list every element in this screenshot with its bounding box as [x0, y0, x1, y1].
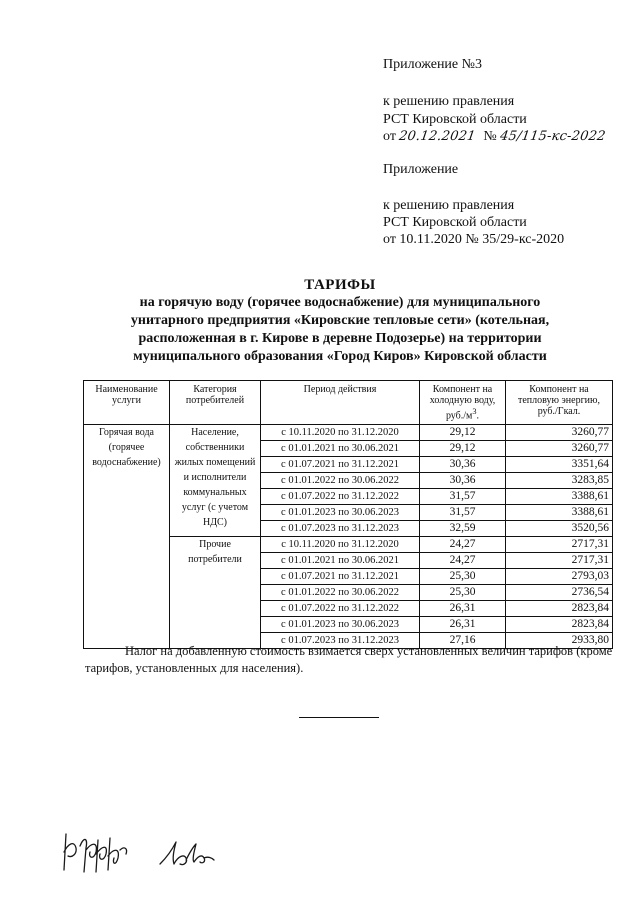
handwritten-number: 45/115-кс-2022 [499, 129, 607, 144]
category-population-cell: Население, собственники жилых помещений и исполнители коммунальных услуг (с учетом НДС) [170, 425, 261, 537]
period-cell: с 01.07.2022 по 31.12.2022 [261, 489, 420, 505]
cold-water-cell: 25,30 [420, 585, 506, 601]
heat-energy-cell: 3388,61 [506, 489, 613, 505]
heat-energy-cell: 2933,80 [506, 633, 613, 649]
period-cell: с 01.01.2023 по 30.06.2023 [261, 617, 420, 633]
table-header-row [84, 381, 613, 425]
cold-water-cell: 25,30 [420, 569, 506, 585]
signature-2 [156, 838, 218, 870]
cold-water-cell: 29,12 [420, 441, 506, 457]
header-heat-energy: Компонент на тепловую энергию, руб./Гкал. [506, 381, 613, 425]
cold-water-cell: 24,27 [420, 553, 506, 569]
title-main: ТАРИФЫ [304, 277, 376, 293]
separator-line [299, 717, 379, 718]
heat-energy-cell: 3260,77 [506, 425, 613, 441]
header-cold-water: Компонент на холодную воду, $руб./м^3$. [420, 381, 506, 425]
header-category: Категория потребителей [170, 381, 261, 425]
date-prefix: от [383, 129, 396, 144]
period-cell: с 01.01.2022 по 30.06.2022 [261, 585, 420, 601]
period-cell: с 01.01.2022 по 30.06.2022 [261, 473, 420, 489]
heat-energy-cell: 2717,31 [506, 553, 613, 569]
cold-water-cell: 30,36 [420, 457, 506, 473]
cold-water-cell: 31,57 [420, 489, 506, 505]
period-cell: с 01.01.2023 по 30.06.2023 [261, 505, 420, 521]
table-row [84, 425, 613, 441]
heat-energy-cell: 2823,84 [506, 601, 613, 617]
tariffs-table [83, 380, 613, 649]
org2-line: РСТ Кировской области [383, 215, 527, 230]
period-cell: с 01.07.2021 по 31.12.2021 [261, 457, 420, 473]
cold-water-cell: 29,12 [420, 425, 506, 441]
service-name-cell: Горячая вода (горячее водоснабжение) [84, 425, 170, 649]
period-cell: с 10.11.2020 по 31.12.2020 [261, 425, 420, 441]
document-title [80, 276, 600, 366]
heat-energy-cell: 3388,61 [506, 505, 613, 521]
heat-energy-cell: 3351,64 [506, 457, 613, 473]
title-line-4: муниципального образования «Город Киров» Кировской области [133, 349, 547, 364]
cold-water-cell: 27,16 [420, 633, 506, 649]
heat-energy-cell: 2823,84 [506, 617, 613, 633]
heat-energy-cell: 3260,77 [506, 441, 613, 457]
org-line: РСТ Кировской области [383, 112, 527, 127]
header-period: Период действия [261, 381, 420, 425]
period-cell: с 01.01.2021 по 30.06.2021 [261, 441, 420, 457]
decision-line: к решению правления [383, 94, 515, 109]
period-cell: с 01.07.2023 по 31.12.2023 [261, 521, 420, 537]
cold-water-cell: 30,36 [420, 473, 506, 489]
cold-water-cell: 32,59 [420, 521, 506, 537]
period-cell: с 10.11.2020 по 31.12.2020 [261, 537, 420, 553]
tax-note: Налог на добавленную стоимость взимается сверх установленных величин тарифов (кроме тарифов, установленных для населения). [85, 644, 613, 675]
period-cell: с 01.07.2022 по 31.12.2022 [261, 601, 420, 617]
title-line-3: расположенная в г. Кирове в деревне Подозерье) на территории [138, 331, 542, 346]
heat-energy-cell: 3520,56 [506, 521, 613, 537]
category-other-cell: Прочие потребители [170, 537, 261, 649]
decision2-line: к решению правления [383, 198, 515, 213]
heat-energy-cell: 2793,03 [506, 569, 613, 585]
cold-water-cell: 24,27 [420, 537, 506, 553]
cold-water-cell: 26,31 [420, 617, 506, 633]
heat-energy-cell: 2717,31 [506, 537, 613, 553]
signature-1 [58, 826, 130, 876]
heat-energy-cell: 3283,85 [506, 473, 613, 489]
appendix2-title: Приложение [383, 162, 459, 177]
title-line-1: на горячую воду (горячее водоснабжение) для муниципального [139, 295, 541, 310]
heat-energy-cell: 2736,54 [506, 585, 613, 601]
period-cell: с 01.07.2021 по 31.12.2021 [261, 569, 420, 585]
cold-water-cell: 31,57 [420, 505, 506, 521]
number-sign: № [483, 129, 497, 144]
decision2-date-line: от 10.11.2020 № 35/29-кс-2020 [383, 232, 565, 247]
handwritten-date: 20.12.2021 [398, 129, 477, 144]
title-line-2: унитарного предприятия «Кировские тепловые сети» (котельная, [130, 313, 550, 328]
header-service: Наименование услуги [84, 381, 170, 425]
period-cell: с 01.01.2021 по 30.06.2021 [261, 553, 420, 569]
appendix-title: Приложение №3 [383, 57, 482, 72]
cold-water-cell: 26,31 [420, 601, 506, 617]
decision-date-line [383, 128, 606, 146]
period-cell: с 01.07.2023 по 31.12.2023 [261, 633, 420, 649]
